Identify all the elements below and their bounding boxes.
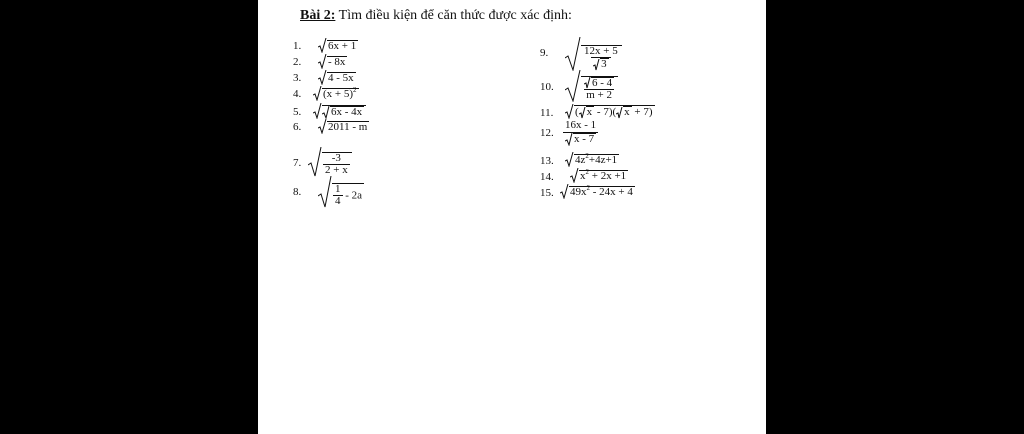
item-number-10: 10. [540,81,554,93]
item-number-15: 15. [540,187,554,199]
expression-6: 2011 - m [318,119,369,134]
item-number-2: 2. [293,56,302,68]
expression-12: $\frac{16x - 1}{x - 7}$ [565,119,597,145]
item-number-13: 13. [540,155,554,167]
item-number-12: 12. [540,127,554,139]
expression-14: $x^2 + 2x +1$ [570,168,628,183]
item-number-1: 1. [293,40,302,52]
exercise-label: Bài 2: [300,8,336,23]
item-number-8: 8. [293,186,302,198]
expression-7: $\frac{-3}{2 + x}$ [308,147,352,177]
exercise-title [300,8,572,24]
expression-5: 6x - 4x [313,103,366,119]
item-number-4: 4. [293,88,302,100]
item-number-9: 9. [540,47,549,59]
expression-13: $4z^2+4z+1$ [565,152,619,167]
item-number-11: 11. [540,107,554,119]
expression-3: 4 - 5x [318,70,356,85]
item-number-6: 6. [293,121,302,133]
expression-15: $49x^2 - 24x + 4$ [560,184,635,199]
item-number-3: 3. [293,72,302,84]
exercise-instruction: Tìm điều kiện để căn thức được xác định: [338,8,572,23]
item-number-7: 7. [293,157,302,169]
expression-1: 6x + 1 [318,38,358,53]
worksheet-page [258,0,766,434]
expression-9: $\frac{12x + 5}{3}$ [565,37,622,71]
expression-8: $\frac{1}{4}$ - 2a [318,176,364,208]
expression-4: $(x + 5)^2$ [313,86,359,101]
expression-2: - 8x [318,54,347,69]
expression-11: ( x - 7)( x + 7) [565,104,655,119]
item-number-14: 14. [540,171,554,183]
expression-10: $\frac{6 - 4}{m + 2}$ [565,70,618,102]
item-number-5: 5. [293,106,302,118]
